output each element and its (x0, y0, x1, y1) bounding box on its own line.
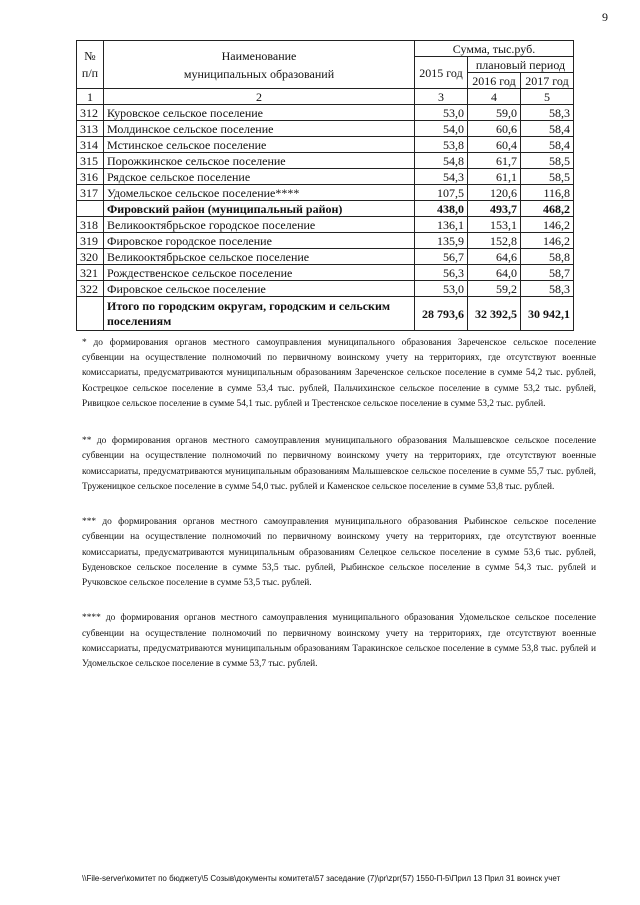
subvention-table (76, 40, 574, 331)
header-num: № п/п (77, 41, 104, 89)
row-name: Рядское сельское поселение (104, 169, 415, 185)
footnote-3: *** до формирования органов местного самоуправления муниципального образования Рыбинское сельское поселение субвенции на осуществление полномочий по первичному воинскому учету на территориях, где отсутствуют военные комиссариаты, предусматриваются муниципальным образованиям Селецкое сельское поселение в сумме 53,6 тыс. рублей, Буденовское сельское поселение в сумме 53,5 тыс. рублей, Рыбинское сельское поселение в сумме 54,3 тыс. рублей и Ручковское сельское поселение в сумме 53,5 тыс. рублей. (82, 517, 596, 589)
col-number-5: 5 (521, 89, 574, 105)
row-num: 317 (77, 185, 104, 201)
row-value-2015: 107,5 (415, 185, 468, 201)
row-value-2015: 53,8 (415, 137, 468, 153)
table-row (77, 265, 574, 281)
header-name-line2: муниципальных образований (183, 66, 335, 81)
col-number-1: 1 (77, 89, 104, 105)
row-value-2016: 493,7 (468, 201, 521, 217)
row-value-2017: 58,5 (521, 169, 574, 185)
table-row (77, 185, 574, 201)
row-value-2015: 135,9 (415, 233, 468, 249)
file-path-footer: \\File-server\комитет по бюджету\5 Созыв\документы комитета\57 заседание (7)\pr\zpr(57) 1550-П-5\Прил 13 Прил 31 воинск учет (82, 874, 561, 883)
row-value-2017: 58,5 (521, 153, 574, 169)
row-name: Фировский район (муниципальный район) (104, 201, 415, 217)
row-num: 320 (77, 249, 104, 265)
district-row (77, 201, 574, 217)
row-value-2017: 58,4 (521, 137, 574, 153)
row-value-2017: 146,2 (521, 233, 574, 249)
row-value-2015: 56,7 (415, 249, 468, 265)
row-value-2016: 61,7 (468, 153, 521, 169)
header-sum: Сумма, тыс.руб. (415, 41, 574, 57)
row-value-2016: 64,0 (468, 265, 521, 281)
total-2015: 28 793,6 (415, 297, 468, 331)
total-2016: 32 392,5 (468, 297, 521, 331)
total-2017: 30 942,1 (521, 297, 574, 331)
row-name: Удомельское сельское поселение**** (104, 185, 415, 201)
footnote-2: ** до формирования органов местного самоуправления муниципального образования Малышевское сельское поселение субвенции на осуществление полномочий по первичному воинскому учету на территориях, где отсутствуют военные комиссариаты, предусматриваются муниципальным образованиям Малышевское сельское поселение в сумме 55,7 тыс. рублей, Труженицкое сельское поселение в сумме 54,0 тыс. рублей и Каменское сельское поселение в сумме 53,8 тыс. рублей. (82, 436, 596, 492)
row-value-2015: 53,0 (415, 281, 468, 297)
row-value-2017: 468,2 (521, 201, 574, 217)
row-name: Рождественское сельское поселение (104, 265, 415, 281)
row-num: 318 (77, 217, 104, 233)
table-row (77, 217, 574, 233)
header-year-2017: 2017 год (521, 73, 574, 89)
row-name: Фировское городское поселение (104, 233, 415, 249)
footnote-4: **** до формирования органов местного самоуправления муниципального образования Удомельское сельское поселение субвенции на осуществление полномочий по первичному воинскому учету на территориях, где отсутствуют военные комиссариаты, предусматриваются муниципальным образованиям Таракинское сельское поселение в сумме 53,8 тыс. рублей и Удомельское сельское поселение в сумме 53,7 тыс. рублей. (82, 613, 596, 669)
row-name: Великооктябрьское городское поселение (104, 217, 415, 233)
col-number-2: 2 (104, 89, 415, 105)
footnote-1: * до формирования органов местного самоуправления муниципального образования Зареченское сельское поселение субвенции на осуществление полномочий по первичному воинскому учету на территориях, где отсутствуют военные комиссариаты, предусматриваются муниципальным образованиям Зареченское сельское поселение в сумме 54,2 тыс. рублей, Кострецкое сельское поселение в сумме 53,4 тыс. рублей, Пальчихинское сельское поселение в сумме 53,2 тыс. рублей, Ривицкое сельское поселение в сумме 54,1 тыс. рублей и Трестенское сельское поселение в сумме 53,2 тыс. рублей. (82, 338, 596, 409)
row-num (77, 201, 104, 217)
row-name: Мстинское сельское поселение (104, 137, 415, 153)
row-value-2016: 60,6 (468, 121, 521, 137)
header-planned-period: плановый период (468, 57, 574, 73)
table-row (77, 169, 574, 185)
row-value-2015: 54,3 (415, 169, 468, 185)
row-value-2016: 59,2 (468, 281, 521, 297)
row-num: 322 (77, 281, 104, 297)
row-value-2016: 64,6 (468, 249, 521, 265)
row-value-2015: 53,0 (415, 105, 468, 121)
row-value-2017: 58,3 (521, 105, 574, 121)
row-num: 313 (77, 121, 104, 137)
col-number-4: 4 (468, 89, 521, 105)
row-num: 321 (77, 265, 104, 281)
row-value-2015: 54,0 (415, 121, 468, 137)
row-value-2017: 146,2 (521, 217, 574, 233)
total-row (77, 297, 574, 331)
row-name: Молдинское сельское поселение (104, 121, 415, 137)
row-value-2015: 136,1 (415, 217, 468, 233)
table-row (77, 249, 574, 265)
row-name: Фировское сельское поселение (104, 281, 415, 297)
row-value-2016: 152,8 (468, 233, 521, 249)
table-row (77, 121, 574, 137)
row-value-2017: 58,8 (521, 249, 574, 265)
table-row (77, 105, 574, 121)
row-value-2016: 120,6 (468, 185, 521, 201)
row-value-2016: 59,0 (468, 105, 521, 121)
row-value-2017: 58,4 (521, 121, 574, 137)
header-year-2016: 2016 год (468, 73, 521, 89)
row-value-2017: 58,7 (521, 265, 574, 281)
row-value-2016: 61,1 (468, 169, 521, 185)
total-num (77, 297, 104, 331)
row-num: 316 (77, 169, 104, 185)
row-value-2015: 56,3 (415, 265, 468, 281)
column-number-row (77, 89, 574, 105)
row-name: Порожкинское сельское поселение (104, 153, 415, 169)
row-value-2016: 153,1 (468, 217, 521, 233)
row-name: Куровское сельское поселение (104, 105, 415, 121)
col-number-3: 3 (415, 89, 468, 105)
row-name: Великооктябрьское сельское поселение (104, 249, 415, 265)
header-year-2015: 2015 год (415, 57, 468, 89)
table-row (77, 153, 574, 169)
row-value-2015: 438,0 (415, 201, 468, 217)
table-row (77, 281, 574, 297)
row-value-2016: 60,4 (468, 137, 521, 153)
footnotes (82, 336, 596, 692)
row-value-2015: 54,8 (415, 153, 468, 169)
row-num: 319 (77, 233, 104, 249)
row-num: 314 (77, 137, 104, 153)
page-number: 9 (602, 10, 608, 24)
total-name: Итого по городским округам, городским и сельским поселениям (104, 297, 415, 331)
row-num: 315 (77, 153, 104, 169)
row-value-2017: 116,8 (521, 185, 574, 201)
header-name-line1: Наименование (221, 48, 297, 63)
header-name (104, 41, 415, 89)
row-num: 312 (77, 105, 104, 121)
table-row (77, 137, 574, 153)
row-value-2017: 58,3 (521, 281, 574, 297)
table-row (77, 233, 574, 249)
